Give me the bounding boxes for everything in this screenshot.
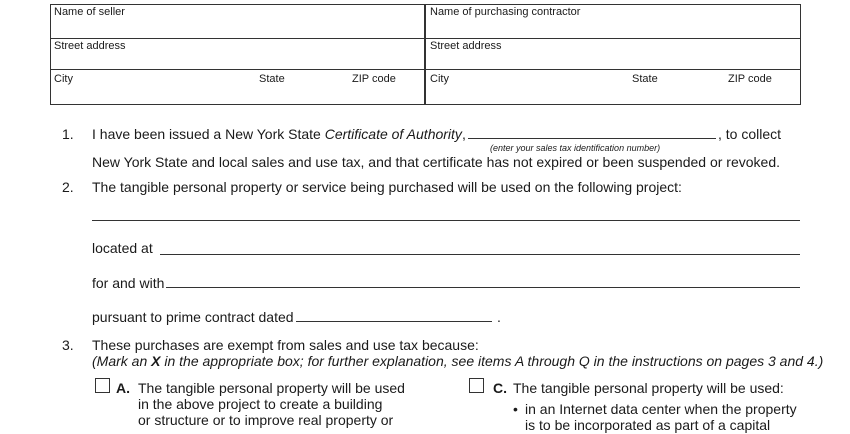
seller-row-divider-1 [50, 38, 801, 39]
located-at-field[interactable] [160, 254, 800, 255]
item1-line2: New York State and local sales and use tax, and that certificate has not expired or been suspended or revoked. [92, 154, 780, 170]
option-a-letter: A. [116, 380, 130, 396]
for-and-with-field[interactable] [166, 287, 800, 288]
item3-text: These purchases are exempt from sales and use tax because: [92, 337, 479, 353]
item3-instruction-x: X [151, 353, 161, 369]
pursuant-label: pursuant to prime contract dated [92, 309, 294, 325]
contractor-name-label: Name of purchasing contractor [430, 6, 581, 18]
contractor-box [425, 4, 801, 105]
sales-tax-id-hint-text: enter your sales tax identification number [493, 143, 658, 153]
option-c-line2: in an Internet data center when the property [525, 401, 797, 417]
contractor-zip-label: ZIP code [728, 73, 772, 85]
option-c-line1: The tangible personal property will be used: [513, 380, 784, 396]
option-c-letter: C. [493, 380, 507, 396]
pursuant-period: . [497, 309, 501, 325]
for-and-with-label: for and with [92, 275, 165, 291]
seller-state-label: State [259, 73, 285, 85]
item1-number: 1. [62, 126, 74, 142]
option-c-line3: is to be incorporated as part of a capital [525, 417, 771, 433]
seller-box [50, 4, 425, 105]
item3-instruction-a: (Mark an [92, 353, 152, 369]
item1-certificate: Certificate of Authority [324, 126, 462, 142]
sales-tax-id-field[interactable] [468, 138, 716, 139]
located-at-label: located at [92, 240, 153, 256]
item1-text-a: I have been issued a New York State [92, 126, 325, 142]
seller-city-label: City [54, 73, 73, 85]
project-description-field[interactable] [92, 220, 800, 221]
option-c-checkbox[interactable] [469, 378, 484, 393]
contractor-state-label: State [632, 73, 658, 85]
option-a-line2: in the above project to create a building [138, 396, 383, 412]
item2-text: The tangible personal property or service being purchased will be used on the following project: [92, 179, 682, 195]
sales-tax-id-hint: (enter your sales tax identification number) [490, 143, 661, 153]
item3-number: 3. [62, 337, 74, 353]
seller-name-label: Name of seller [54, 6, 125, 18]
prime-contract-date-field[interactable] [296, 321, 492, 322]
item2-number: 2. [62, 179, 74, 195]
item3-instruction [92, 353, 823, 370]
item1-text-c: , to collect [718, 126, 782, 142]
item1-text-b: , [461, 126, 466, 142]
seller-zip-label: ZIP code [352, 73, 396, 85]
option-a-line3: or structure or to improve real property or [138, 412, 394, 428]
option-a-line1: The tangible personal property will be used [138, 380, 405, 396]
option-a-checkbox[interactable] [95, 378, 110, 393]
seller-row-divider-2 [50, 69, 801, 70]
item3-instruction-b: in the appropriate box; for further explanation, see items A through Q in the instructions on pages 3 and 4.) [160, 353, 824, 369]
item1-text [92, 126, 466, 143]
contractor-city-label: City [430, 73, 449, 85]
seller-street-label: Street address [54, 40, 126, 52]
option-c-bullet: • [513, 401, 518, 417]
contractor-street-label: Street address [430, 40, 502, 52]
